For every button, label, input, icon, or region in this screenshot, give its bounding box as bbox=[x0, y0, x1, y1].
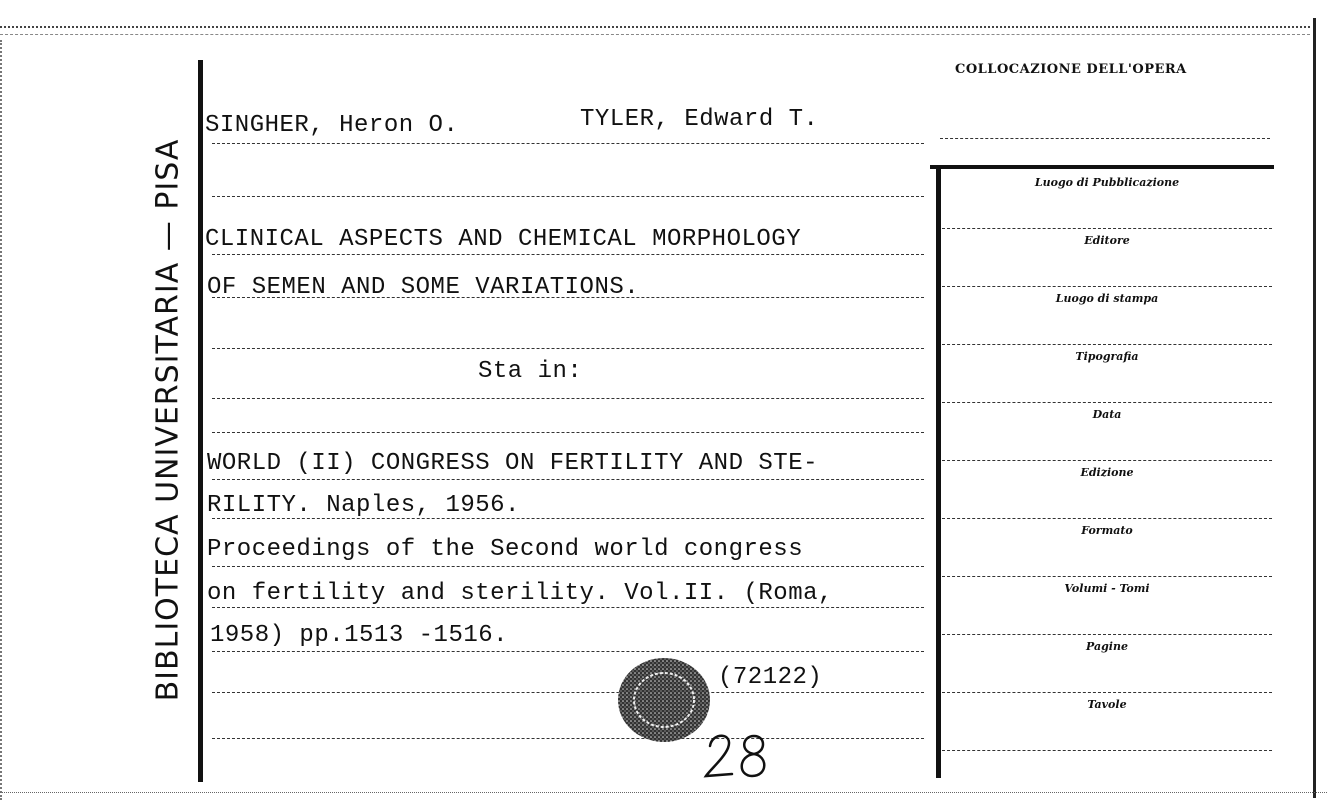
field-data: Data bbox=[942, 402, 1272, 461]
card-right-border bbox=[1313, 18, 1316, 798]
source-line: on fertility and sterility. Vol.II. (Roma, bbox=[207, 580, 833, 607]
author-secondary: TYLER, Edward T. bbox=[580, 106, 819, 133]
left-edge-dots bbox=[0, 40, 2, 800]
library-stamp: BIBLIOTECA UNIVERSITARIA — PISA bbox=[150, 138, 186, 702]
perforation-line bbox=[0, 26, 1310, 28]
field-pagine: Pagine bbox=[942, 634, 1272, 693]
title-line: OF SEMEN AND SOME VARIATIONS. bbox=[207, 274, 640, 301]
ruled-line bbox=[212, 254, 924, 255]
main-margin-line bbox=[198, 60, 203, 782]
field-editore: Editore bbox=[942, 228, 1272, 287]
ruled-line bbox=[212, 398, 924, 399]
location-line bbox=[940, 138, 1270, 139]
ruled-line bbox=[212, 738, 924, 739]
source-line: Proceedings of the Second world congress bbox=[207, 536, 804, 563]
ruled-line bbox=[212, 432, 924, 433]
field-luogo-pubblicazione: Luogo di Pubblicazione bbox=[942, 170, 1272, 229]
handwritten-number bbox=[698, 724, 778, 784]
side-panel-border bbox=[936, 168, 941, 778]
title-line: CLINICAL ASPECTS AND CHEMICAL MORPHOLOGY bbox=[205, 226, 802, 253]
card-bottom-edge bbox=[0, 792, 1327, 793]
source-line: RILITY. Naples, 1956. bbox=[207, 492, 520, 519]
inventory-code: (72122) bbox=[718, 664, 823, 691]
field-luogo-stampa: Luogo di stampa bbox=[942, 286, 1272, 345]
ruled-line bbox=[212, 566, 924, 567]
ruled-line bbox=[212, 692, 924, 693]
torn-top-edge bbox=[0, 0, 1327, 44]
source-line: WORLD (II) CONGRESS ON FERTILITY AND STE- bbox=[207, 450, 818, 477]
sta-in-label: Sta in: bbox=[478, 358, 583, 385]
ruled-line bbox=[212, 651, 924, 652]
ruled-line bbox=[212, 143, 924, 144]
side-panel-top-border bbox=[930, 165, 1274, 169]
ruled-line bbox=[212, 479, 924, 480]
field-edizione: Edizione bbox=[942, 460, 1272, 519]
author-primary: SINGHER, Heron O. bbox=[205, 112, 459, 139]
field-tavole: Tavole bbox=[942, 692, 1272, 751]
ruled-line bbox=[212, 196, 924, 197]
ruled-line bbox=[212, 348, 924, 349]
perforation-line bbox=[0, 34, 1310, 35]
field-formato: Formato bbox=[942, 518, 1272, 577]
ruled-line bbox=[212, 607, 924, 608]
field-tipografia: Tipografia bbox=[942, 344, 1272, 403]
location-header: COLLOCAZIONE DELL'OPERA bbox=[955, 62, 1187, 77]
source-line: 1958) pp.1513 -1516. bbox=[210, 622, 509, 649]
field-volumi-tomi: Volumi - Tomi bbox=[942, 576, 1272, 635]
